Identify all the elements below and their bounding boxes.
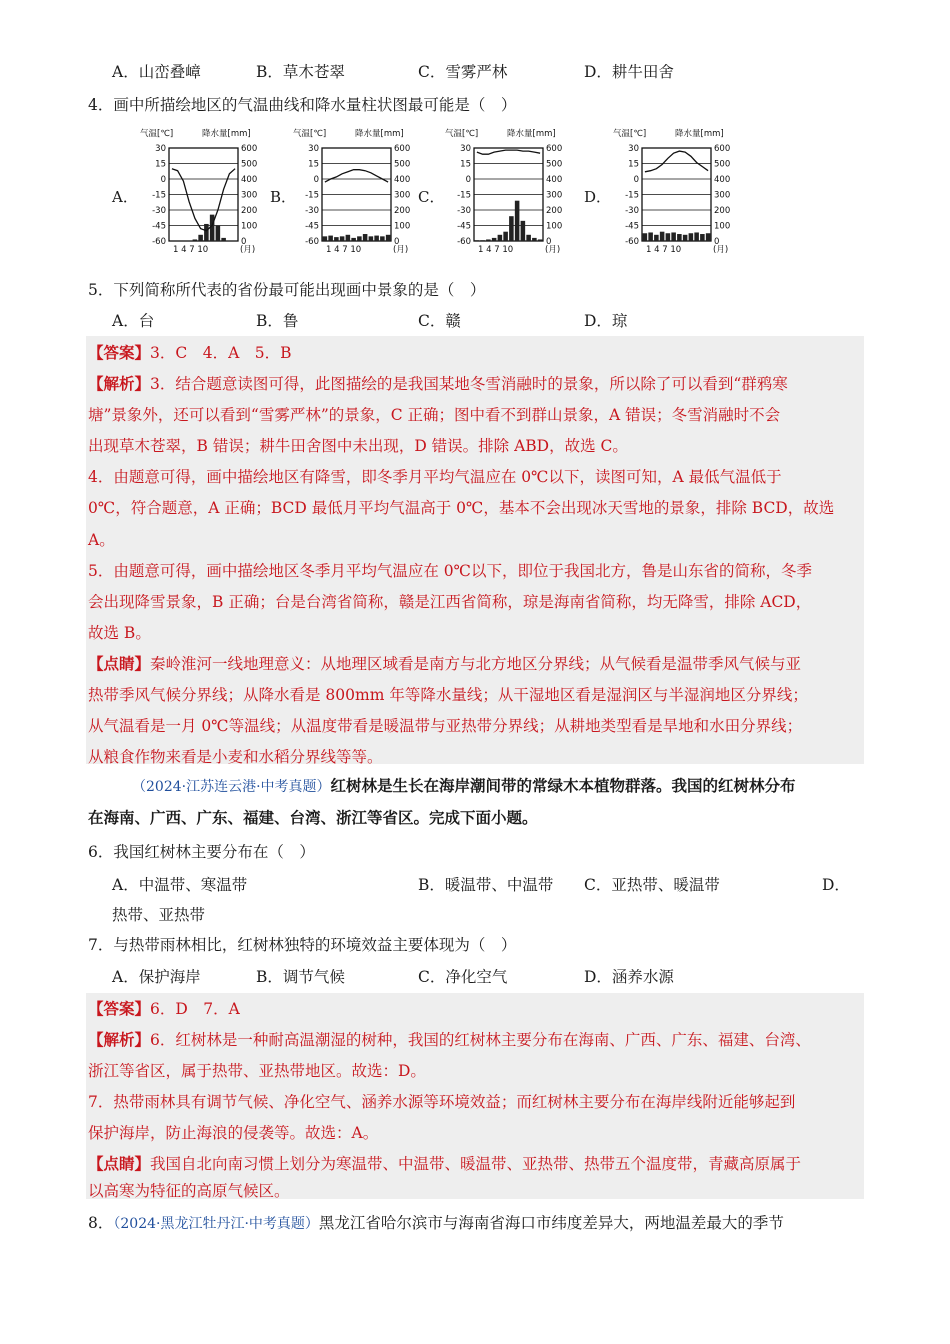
precip-tick-label: 300 <box>241 190 258 201</box>
precip-bar <box>323 236 328 241</box>
q4-stem: 4．画中所描绘地区的气温曲线和降水量柱状图最可能是（ ） <box>88 96 517 114</box>
analysis-line-5: 0℃，符合题意，A 正确；BCD 最低月平均气温高于 0℃，基本不会出现冰天雪地的景象，排除 BCD，故选 <box>88 499 835 517</box>
precip-tick-label: 0 <box>546 237 552 247</box>
precip-bar <box>660 232 665 241</box>
precip-tick-label: 600 <box>546 144 563 154</box>
precip-bar <box>369 236 374 241</box>
precip-tick-label: 100 <box>394 221 411 232</box>
analysis-line-7: 5．由题意可得，画中描绘地区冬季月平均气温应在 0℃以下，即位于我国北方，鲁是山东省的简称，冬季 <box>88 562 812 580</box>
precip-tick-label: 0 <box>241 237 247 247</box>
temp-axis-title: 气温[℃] <box>140 129 174 139</box>
analysis-line-1 <box>88 372 788 394</box>
temp-tick-label: -30 <box>625 206 639 216</box>
q8-number: 8． <box>88 1214 114 1232</box>
precip-tick-label: 600 <box>241 144 258 154</box>
q5-option-a: A．台 <box>112 312 155 330</box>
precip-bar <box>328 236 333 241</box>
climate-chart-a <box>138 126 273 258</box>
temp-tick-label: -45 <box>457 221 471 232</box>
precip-bar <box>694 232 699 241</box>
precip-tick-label: 200 <box>241 206 258 216</box>
temp-curve <box>172 169 235 231</box>
q3-option-b: B．草木苍翠 <box>256 63 345 81</box>
month-tick-labels: 1 4 7 10 <box>173 245 209 255</box>
q8-source: （2024·黑龙江牡丹江·中考真题） <box>113 1216 319 1232</box>
q5-option-c: C．赣 <box>418 312 461 330</box>
precip-tick-label: 300 <box>394 190 411 201</box>
temp-tick-label: 30 <box>308 144 319 154</box>
analysis-text: 6．红树林是一种耐高温潮湿的树种，我国的红树林主要分布在海南、广西、广东、福建、台湾、 <box>150 1031 811 1049</box>
precip-bar <box>210 215 215 241</box>
precip-bar <box>503 232 508 241</box>
source-citation: （2024·江苏连云港·中考真题） <box>132 779 331 795</box>
temp-tick-label: 0 <box>633 175 639 185</box>
temp-axis-title: 气温[℃] <box>293 129 327 139</box>
intro-2-line-2: 在海南、广西、广东、福建、台湾、浙江等省区。完成下面小题。 <box>88 809 538 827</box>
precip-tick-label: 500 <box>241 159 258 170</box>
temp-tick-label: -30 <box>305 206 319 216</box>
analysis2-line-2: 浙江等省区，属于热带、亚热带地区。故选：D。 <box>88 1062 426 1080</box>
month-tick-labels: 1 4 7 10 <box>478 245 514 255</box>
precip-bar <box>532 238 537 241</box>
precip-tick-label: 100 <box>241 221 258 232</box>
q4-label-d: D． <box>584 188 612 206</box>
temp-tick-label: 0 <box>465 175 471 185</box>
answer-tag: 【答案】 <box>88 999 151 1018</box>
precip-tick-label: 600 <box>394 144 411 154</box>
analysis-line-8: 会出现降雪景象，B 正确；台是台湾省简称，赣是江西省简称，琼是海南省简称，均无降雪，排除 ACD， <box>88 593 812 611</box>
precip-bar <box>526 235 531 241</box>
q3-option-a: A．山峦叠嶂 <box>112 63 201 81</box>
climate-chart-d <box>611 126 746 258</box>
precip-axis-title: 降水量[mm] <box>675 129 724 139</box>
precip-tick-label: 600 <box>714 144 731 154</box>
temp-tick-label: -15 <box>457 190 471 201</box>
month-unit: (月) <box>240 245 256 255</box>
precip-tick-label: 500 <box>546 159 563 170</box>
q4-label-c: C． <box>418 188 445 206</box>
analysis-line-3: 出现草木苍翠，B 错误；耕牛田舍图中未出现，D 错误。排除 ABD，故选 C。 <box>88 437 628 455</box>
precip-bar <box>386 235 391 241</box>
precip-tick-label: 500 <box>714 159 731 170</box>
month-unit: (月) <box>393 245 409 255</box>
precip-bar <box>363 234 368 241</box>
analysis-line-4: 4．由题意可得，画中描绘地区有降雪，即冬季月平均气温应在 0℃以下，读图可知，A 最低气温低于 <box>88 468 782 486</box>
point2-line-2: 以高寒为特征的高原气候区。 <box>88 1182 290 1200</box>
analysis2-line-3: 7．热带雨林具有调节气候、净化空气、涵养水源等环境效益；而红树林主要分布在海岸线附近能够起到 <box>88 1093 796 1111</box>
precip-bar <box>643 233 648 241</box>
q6-option-c: C．亚热带、暖温带 <box>584 876 720 894</box>
temp-tick-label: 15 <box>155 159 166 170</box>
precip-tick-label: 400 <box>241 175 258 185</box>
temp-axis-title: 气温[℃] <box>613 129 647 139</box>
temp-curve <box>477 150 540 154</box>
precip-tick-label: 400 <box>394 175 411 185</box>
temp-tick-label: -60 <box>625 237 639 247</box>
temp-tick-label: 0 <box>160 175 166 185</box>
q5-option-b: B．鲁 <box>256 312 299 330</box>
point-text: 我国自北向南习惯上划分为寒温带、中温带、暖温带、亚热带、热带五个温度带，青藏高原属于 <box>150 1155 802 1173</box>
q6-option-a: A．中温带、寒温带 <box>112 876 248 894</box>
precip-bar <box>671 232 676 241</box>
precip-bar <box>509 216 514 241</box>
q6-stem: 6．我国红树林主要分布在（ ） <box>88 843 315 861</box>
precip-bar <box>340 236 345 241</box>
temp-tick-label: -30 <box>152 206 166 216</box>
precip-bar <box>380 236 385 241</box>
temp-curve <box>325 170 388 182</box>
answer-1 <box>88 341 292 363</box>
precip-tick-label: 400 <box>714 175 731 185</box>
precip-bar <box>221 238 226 241</box>
precip-bar <box>486 239 491 241</box>
analysis2-line-1 <box>88 1028 811 1050</box>
analysis-text: 3．结合题意读图可得，此图描绘的是我国某地冬雪消融时的景象，所以除了可以看到“群鸦寒 <box>150 375 788 393</box>
intro-2-line-1 <box>132 774 796 796</box>
analysis-line-9: 故选 B。 <box>88 624 151 642</box>
precip-bar <box>677 234 682 241</box>
temp-tick-label: -60 <box>152 237 166 247</box>
q4-label-b: B． <box>270 188 297 206</box>
month-tick-labels: 1 4 7 10 <box>646 245 682 255</box>
analysis-tag: 【解析】 <box>88 374 151 393</box>
point-text: 秦岭淮河一线地理意义：从地理区域看是南方与北方地区分界线；从气候看是温带季风气候与亚 <box>150 655 802 673</box>
answer-tag: 【答案】 <box>88 343 151 362</box>
temp-tick-label: -60 <box>305 237 319 247</box>
q5-option-d: D．琼 <box>584 312 628 330</box>
temp-tick-label: 30 <box>155 144 166 154</box>
precip-bar <box>654 235 659 241</box>
point2-line-1 <box>88 1152 801 1174</box>
answer-text: 6．D 7．A <box>150 1000 240 1018</box>
temp-tick-label: 15 <box>460 159 471 170</box>
temp-tick-label: 30 <box>628 144 639 154</box>
q7-option-d: D．涵养水源 <box>584 968 674 986</box>
precip-axis-title: 降水量[mm] <box>202 129 251 139</box>
answer-2 <box>88 997 240 1019</box>
precip-bar <box>498 235 503 241</box>
precip-bar <box>521 221 526 241</box>
precip-tick-label: 0 <box>394 237 400 247</box>
month-unit: (月) <box>713 245 729 255</box>
temp-tick-label: -45 <box>625 221 639 232</box>
precip-bar <box>689 233 694 241</box>
q4-label-a: A． <box>112 188 138 206</box>
point-tag: 【点睛】 <box>88 654 151 673</box>
temp-tick-label: -45 <box>152 221 166 232</box>
analysis-line-2: 塘”景象外，还可以看到“雪雾严林”的景象，C 正确；图中看不到群山景象，A 错误；冬雪消融时不会 <box>88 406 781 424</box>
temp-curve <box>645 151 708 172</box>
analysis-line-6: A。 <box>88 531 115 549</box>
precip-bar <box>683 235 688 241</box>
intro-text: 红树林是生长在海岸潮间带的常绿木本植物群落。我国的红树林分布 <box>330 777 796 795</box>
point-line-3: 从气温看是一月 0℃等温线；从温度带看是暖温带与亚热带分界线；从耕地类型看是旱地和水田分界线； <box>88 717 803 735</box>
temp-tick-label: -15 <box>305 190 319 201</box>
q3-option-d: D．耕牛田舍 <box>584 63 674 81</box>
precip-bar <box>666 233 671 241</box>
temp-tick-label: -30 <box>457 206 471 216</box>
precip-bar <box>475 240 480 241</box>
q8-stem <box>88 1211 784 1233</box>
precip-bar <box>538 239 543 241</box>
temp-tick-label: 0 <box>313 175 319 185</box>
q6-option-b: B．暖温带、中温带 <box>418 876 554 894</box>
analysis-tag: 【解析】 <box>88 1030 151 1049</box>
precip-tick-label: 300 <box>546 190 563 201</box>
precip-tick-label: 100 <box>546 221 563 232</box>
answer-text: 3．C 4．A 5．B <box>150 344 292 362</box>
climate-chart-b <box>291 126 426 258</box>
temp-tick-label: -60 <box>457 237 471 247</box>
precip-bar <box>334 237 339 241</box>
point-line-1 <box>88 652 801 674</box>
temp-tick-label: 15 <box>308 159 319 170</box>
precip-bar <box>357 236 362 241</box>
precip-bar <box>351 238 356 241</box>
precip-tick-label: 200 <box>714 206 731 216</box>
precip-axis-title: 降水量[mm] <box>507 129 556 139</box>
precip-bar <box>193 239 198 241</box>
precip-bar <box>492 238 497 241</box>
temp-tick-label: 15 <box>628 159 639 170</box>
precip-axis-title: 降水量[mm] <box>355 129 404 139</box>
point-line-4: 从粮食作物来看是小麦和水稻分界线等等。 <box>88 748 383 766</box>
point-tag: 【点睛】 <box>88 1154 151 1173</box>
q6-option-d: D． <box>822 876 850 894</box>
precip-bar <box>204 224 209 241</box>
climate-chart-c <box>443 126 578 258</box>
analysis2-line-4: 保护海岸，防止海浪的侵袭等。故选：A。 <box>88 1124 379 1142</box>
q8-text: 黑龙江省哈尔滨市与海南省海口市纬度差异大，两地温差最大的季节 <box>318 1214 784 1232</box>
precip-tick-label: 0 <box>714 237 720 247</box>
point-line-2: 热带季风气候分界线；从降水看是 800mm 年等降水量线；从干湿地区看是湿润区与半湿润地区分界线； <box>88 686 808 704</box>
temp-tick-label: -15 <box>152 190 166 201</box>
precip-tick-label: 300 <box>714 190 731 201</box>
precip-bar <box>346 235 351 241</box>
month-unit: (月) <box>545 245 561 255</box>
q5-stem: 5．下列简称所代表的省份最可能出现画中景象的是（ ） <box>88 281 486 299</box>
temp-tick-label: -45 <box>305 221 319 232</box>
month-tick-labels: 1 4 7 10 <box>326 245 362 255</box>
precip-tick-label: 400 <box>546 175 563 185</box>
precip-bar <box>515 201 520 241</box>
temp-axis-title: 气温[℃] <box>445 129 479 139</box>
precip-bar <box>216 226 221 242</box>
precip-bar <box>374 236 379 241</box>
precip-bar <box>648 232 653 241</box>
temp-tick-label: 30 <box>460 144 471 154</box>
precip-tick-label: 200 <box>394 206 411 216</box>
q7-option-a: A．保护海岸 <box>112 968 201 986</box>
precip-tick-label: 200 <box>546 206 563 216</box>
precip-bar <box>706 233 711 241</box>
q7-option-c: C．净化空气 <box>418 968 508 986</box>
precip-tick-label: 100 <box>714 221 731 232</box>
q3-option-c: C．雪雾严林 <box>418 63 508 81</box>
temp-tick-label: -15 <box>625 190 639 201</box>
precip-tick-label: 500 <box>394 159 411 170</box>
q7-stem: 7．与热带雨林相比，红树林独特的环境效益主要体现为（ ） <box>88 936 517 954</box>
precip-bar <box>480 240 485 241</box>
precip-bar <box>700 234 705 241</box>
q7-option-b: B．调节气候 <box>256 968 345 986</box>
q6-option-d-cont: 热带、亚热带 <box>112 906 206 924</box>
precip-bar <box>198 235 203 241</box>
